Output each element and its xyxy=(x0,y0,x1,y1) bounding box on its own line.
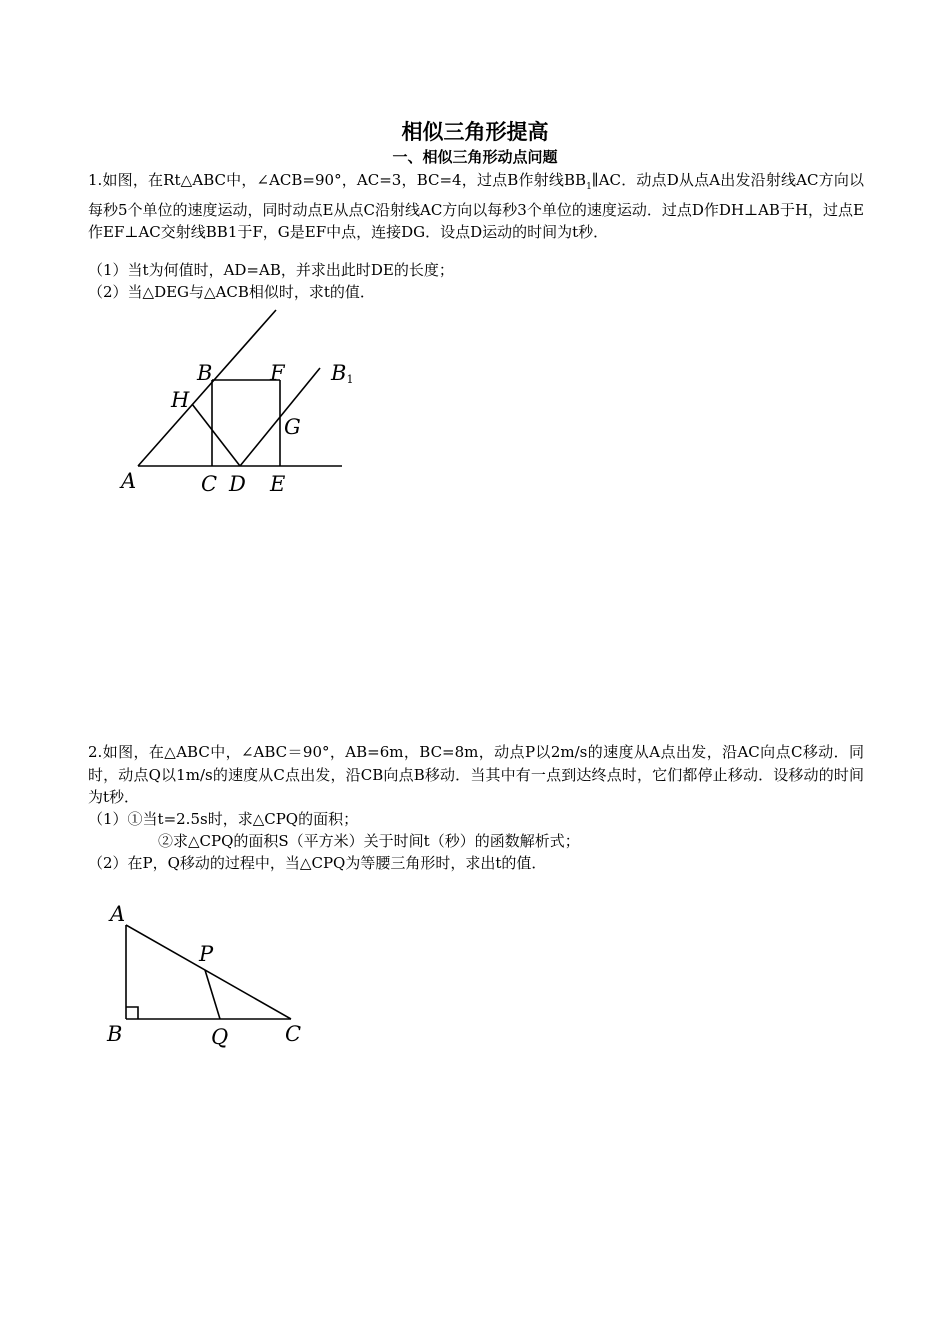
fig2-right-angle-mark xyxy=(126,1007,138,1019)
section-heading: 一、相似三角形动点问题 xyxy=(392,148,558,166)
problem2-question1b: ②求△CPQ的面积S（平方米）关于时间t（秒）的函数解析式； xyxy=(158,832,580,850)
fig2-label-a: A xyxy=(110,902,126,926)
problem2-figure xyxy=(100,895,315,1055)
fig1-ray-ab xyxy=(138,310,276,466)
problem1-stem xyxy=(88,169,864,244)
problem1-stem-subscript: 1 xyxy=(586,182,592,192)
fig2-segment-ac xyxy=(126,925,291,1019)
fig1-label-b1: B1 xyxy=(331,361,354,386)
fig2-label-c: C xyxy=(285,1022,302,1046)
fig2-label-p: P xyxy=(199,942,214,966)
fig1-label-f: F xyxy=(270,361,285,385)
fig1-segment-hd xyxy=(192,404,240,466)
problem2-question2: （2）在P，Q移动的过程中，当△CPQ为等腰三角形时，求出t的值． xyxy=(88,854,547,872)
problem2-stem: 2.如图，在△ABC中，∠ABC＝90°，AB=6m，BC=8m，动点P以2m/s的速度从A点出发，沿AC向点C移动．同时，动点Q以1m/s的速度从C点出发，沿CB向点B移动．当其中有一点到达终点时，它们都停止移动．设移动的时间为t秒． xyxy=(88,743,864,806)
problem1-question1: （1）当t为何值时，AD=AB，并求出此时DE的长度； xyxy=(88,261,454,279)
fig1-label-h: H xyxy=(171,388,190,412)
fig1-label-a: A xyxy=(121,469,137,493)
problem1-stem-part2: ∥AC．动点D从点A出发沿射线AC方向以每秒5个单位的速度运动，同时动点E从点C沿射线AC方向以每秒3个单位的速度运动．过点D作DH⊥AB于H，过点E作EF⊥AC交射线BB1于F，G是EF中点，连接DG．设点D运动的时间为t秒． xyxy=(88,171,864,241)
problem1-stem-part1: 1.如图，在Rt△ABC中，∠ACB=90°，AC=3，BC=4，过点B作射线BB xyxy=(88,171,587,189)
fig2-label-b: B xyxy=(107,1022,123,1046)
fig1-label-e: E xyxy=(270,472,286,496)
fig1-label-d: D xyxy=(229,472,246,496)
problem1-question2: （2）当△DEG与△ACB相似时，求t的值． xyxy=(88,283,375,301)
document-title: 相似三角形提高 xyxy=(401,120,549,144)
problem2-question1a: （1）①当t=2.5s时，求△CPQ的面积； xyxy=(88,810,359,828)
fig1-label-g: G xyxy=(284,415,301,439)
problem1-figure xyxy=(110,300,370,500)
fig1-label-b: B xyxy=(197,361,213,385)
fig2-label-q: Q xyxy=(211,1025,229,1049)
fig1-label-c: C xyxy=(201,472,218,496)
